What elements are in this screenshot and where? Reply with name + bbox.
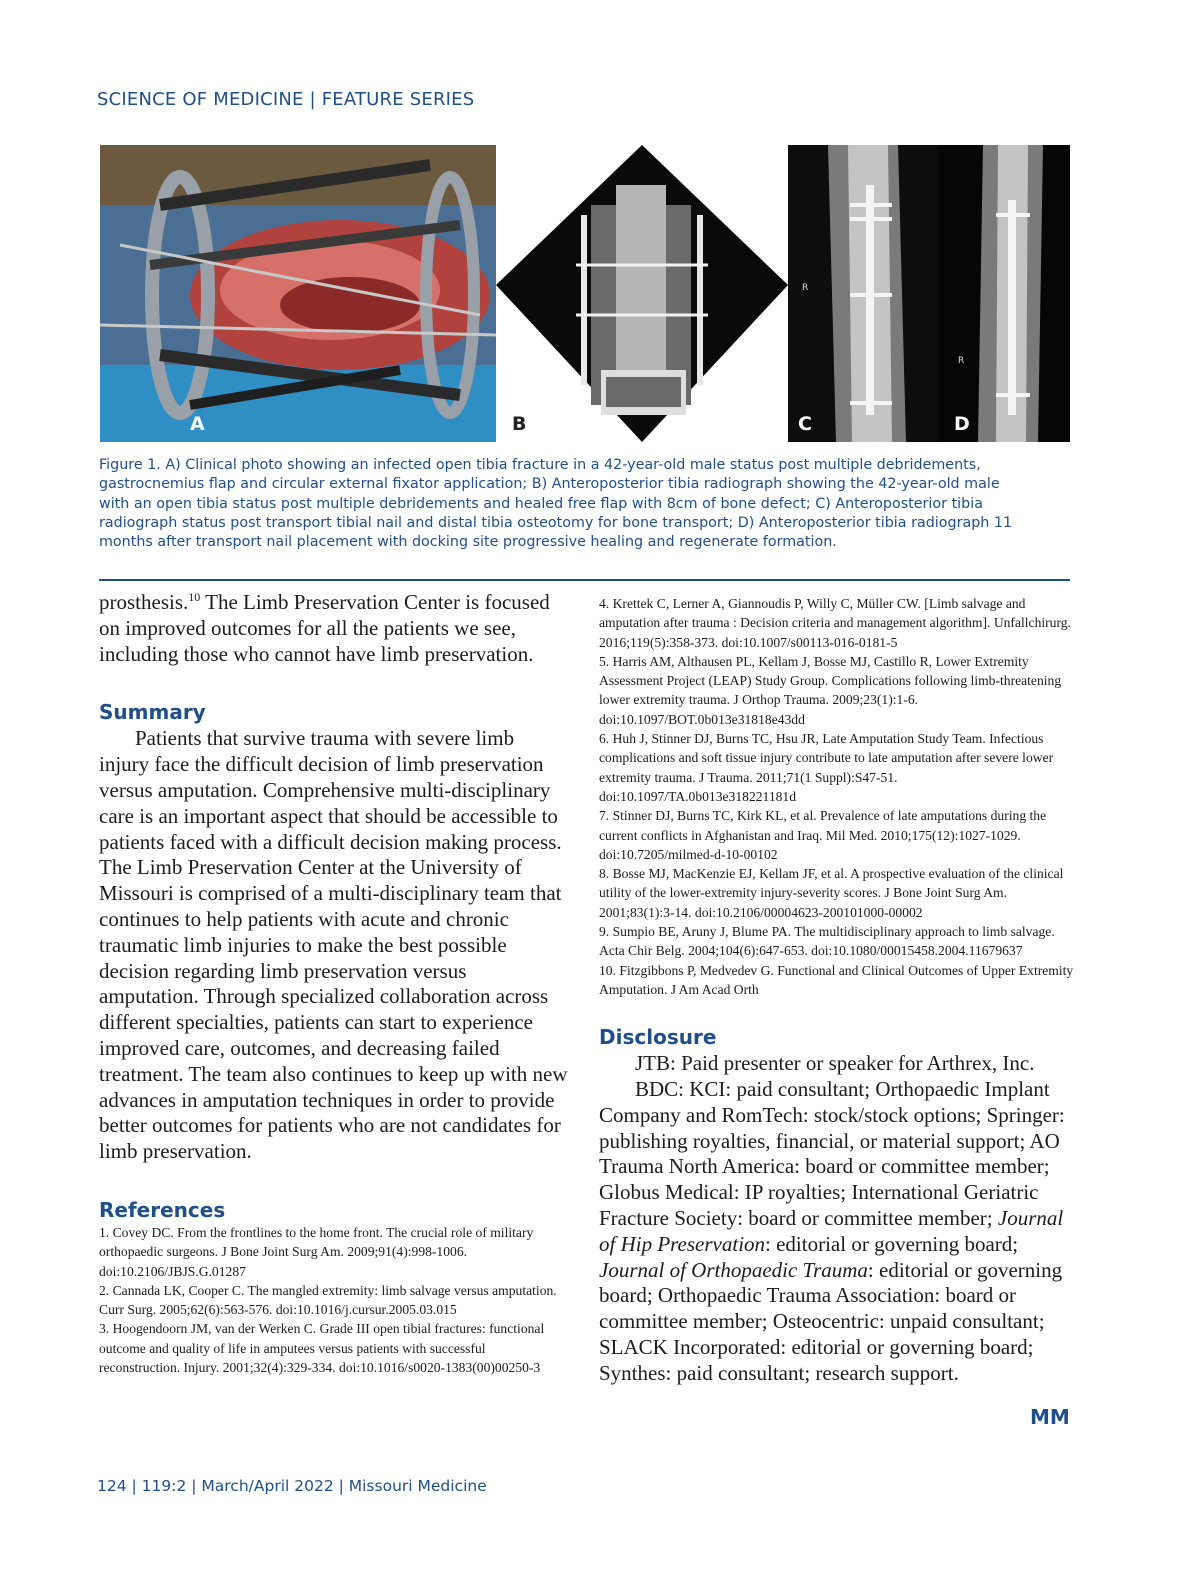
mm-logo: MM xyxy=(1030,1405,1070,1429)
right-column xyxy=(599,594,1074,1387)
reference-item: 3. Hoogendoorn JM, van der Werken C. Grade III open tibial fractures: functional outcome and quality of life in amputees versus patients with successful reconstruction. Injury. 2001;32(4):329-334. doi:10.1016/s0020-1383(00)00250-3 xyxy=(99,1321,545,1376)
reference-item: 8. Bosse MJ, MacKenzie EJ, Kellam JF, et al. A prospective evaluation of the clinical utility of the lower-extremity injury-severity scores. J Bone Joint Surg Am. 2001;83(1):3-14. doi:10.2106/00004623-200101000-00002 xyxy=(599,866,1064,920)
reference-item: 7. Stinner DJ, Burns TC, Kirk KL, et al. Prevalence of late amputations during the current conflicts in Afghanistan and Iraq. Mil Med. 2010;175(12):1027-1029. doi:10.7205/milmed-d-10-00102 xyxy=(599,808,1047,862)
figure-panel-b xyxy=(496,145,788,442)
reference-item: 4. Krettek C, Lerner A, Giannoudis P, Willy C, Müller CW. [Limb salvage and amputation after trauma : Decision criteria and management algorithm]. Unfallchirurg. 2016;119(5):358-373. doi:10.1007/s00113-016-0181-5 xyxy=(599,596,1071,650)
citation-superscript: 10 xyxy=(188,590,201,604)
reference-item: 10. Fitzgibbons P, Medvedev G. Functional and Clinical Outcomes of Upper Extremity Amputation. J Am Acad Orth xyxy=(599,962,1074,997)
disclosure-bdc-part-2: : editorial or governing board; xyxy=(765,1231,1019,1256)
figure-panel-a xyxy=(100,145,496,442)
intro-text: prosthesis. xyxy=(99,590,189,614)
reference-item: 5. Harris AM, Althausen PL, Kellam J, Bosse MJ, Castillo R, Lower Extremity Assessment Project (LEAP) Study Group. Complications following limb-threatening lower extremity trauma. J Orthop Trauma. 2009;23(1):1-6. doi:10.1097/BOT.0b013e31818e43dd xyxy=(599,653,1062,727)
summary-paragraph: Patients that survive trauma with severe limb injury face the difficult decision of limb preservation versus amputation. Comprehensive multi-disciplinary care is an important aspect that should be accessible to patients faced with a difficult decision making process. The Limb Preservation Center at the University of Missouri is comprised of a multi-disciplinary team that continues to help patients with acute and chronic traumatic limb injuries to make the best possible decision regarding limb preservation versus amputation. Through specialized collaboration across different specialties, patients can start to experience improved care, outcomes, and decreasing failed treatment. The team also continues to keep up with new advances in amputation techniques in order to provide better outcomes for patients who are not candidates for limb preservation. xyxy=(99,726,568,1164)
radiograph-cd-illustration xyxy=(788,145,1070,442)
running-head: SCIENCE OF MEDICINE | FEATURE SERIES xyxy=(97,89,475,110)
reference-item: 1. Covey DC. From the frontlines to the home front. The crucial role of military orthopaedic surgeons. J Bone Joint Surg Am. 2009;91(4):998-1006. doi:10.2106/JBJS.G.01287 xyxy=(99,1224,534,1279)
references-heading: References xyxy=(99,1197,226,1222)
reference-item: 9. Sumpio BE, Aruny J, Blume PA. The multidisciplinary approach to limb salvage. Acta Chir Belg. 2004;104(6):647-653. doi:10.1080/00015458.2004.11679637 xyxy=(599,924,1055,959)
left-column xyxy=(99,590,569,1377)
journal-title-hip: Journal of Hip Preservation xyxy=(599,1206,1064,1256)
disclosure-bdc xyxy=(599,1077,1074,1387)
reference-item: 6. Huh J, Stinner DJ, Burns TC, Hsu JR, Late Amputation Study Team. Infectious complications and soft tissue injury contribute to late amputation after severe lower extremity trauma. J Trauma. 2011;71(1 Suppl):S47-51. doi:10.1097/TA.0b013e318221181d xyxy=(599,731,1054,804)
panel-label-b: B xyxy=(512,413,527,435)
page-footer: 124 | 119:2 | March/April 2022 | Missouri Medicine xyxy=(97,1477,487,1495)
panel-label-d: D xyxy=(954,413,970,435)
panel-label-c: C xyxy=(798,413,812,435)
disclosure-bdc-part-3: : editorial or governing board; Orthopaedic Trauma Association: board or committee member; Osteocentric: unpaid consultant; SLACK Incorporated: editorial or governing board; Synthes: paid consultant; research support. xyxy=(599,1257,1063,1385)
references-list-left xyxy=(99,1223,569,1377)
reference-item: 2. Cannada LK, Cooper C. The mangled extremity: limb salvage versus amputation. Curr Surg. 2005;62(6):563-576. doi:10.1016/j.cursur.2005.03.015 xyxy=(99,1282,557,1318)
figure-panel-cd xyxy=(788,145,1070,442)
intro-paragraph xyxy=(99,590,569,667)
svg-text:R: R xyxy=(802,283,809,293)
disclosure-bdc-part-1: BDC: KCI: paid consultant; Orthopaedic Implant Company and RomTech: stock/stock options; Springer: publishing royalties, financial, or material support; AO Trauma North America: board or committee member; Globus Medical: IP royalties; International Geriatric Fracture Society: board or committee member; xyxy=(599,1077,1065,1231)
summary-heading: Summary xyxy=(99,700,206,725)
clinical-photo-illustration xyxy=(100,145,496,442)
radiograph-b-illustration xyxy=(496,145,788,442)
figure-1 xyxy=(100,145,1070,442)
intro-rest: The Limb Preservation Center is focused on improved outcomes for all the patients we see, including those who cannot have limb preservation. xyxy=(99,590,550,666)
figure-caption: Figure 1. A) Clinical photo showing an infected open tibia fracture in a 42-year-old male status post multiple debridements, gastrocnemius flap and circular external fixator application; B) Anteroposterior tibia radiograph showing the 42-year-old male with an open tibia status post multiple debridements and healed free flap with 8cm of bone defect; C) Anteroposterior tibia radiograph status post transport tibial nail and distal tibia osteotomy for bone transport; D) Anteroposterior tibia radiograph 11 months after transport nail placement with docking site progressive healing and regenerate formation. xyxy=(99,457,1013,551)
disclosure-heading: Disclosure xyxy=(599,1025,717,1050)
journal-title-trauma: Journal of Orthopaedic Trauma xyxy=(599,1257,868,1282)
panel-label-a: A xyxy=(190,413,205,435)
svg-text:R: R xyxy=(958,356,965,366)
references-list-right xyxy=(599,594,1074,999)
disclosure-jtb: JTB: Paid presenter or speaker for Arthrex, Inc. xyxy=(635,1051,1035,1076)
caption-divider xyxy=(99,579,1070,581)
